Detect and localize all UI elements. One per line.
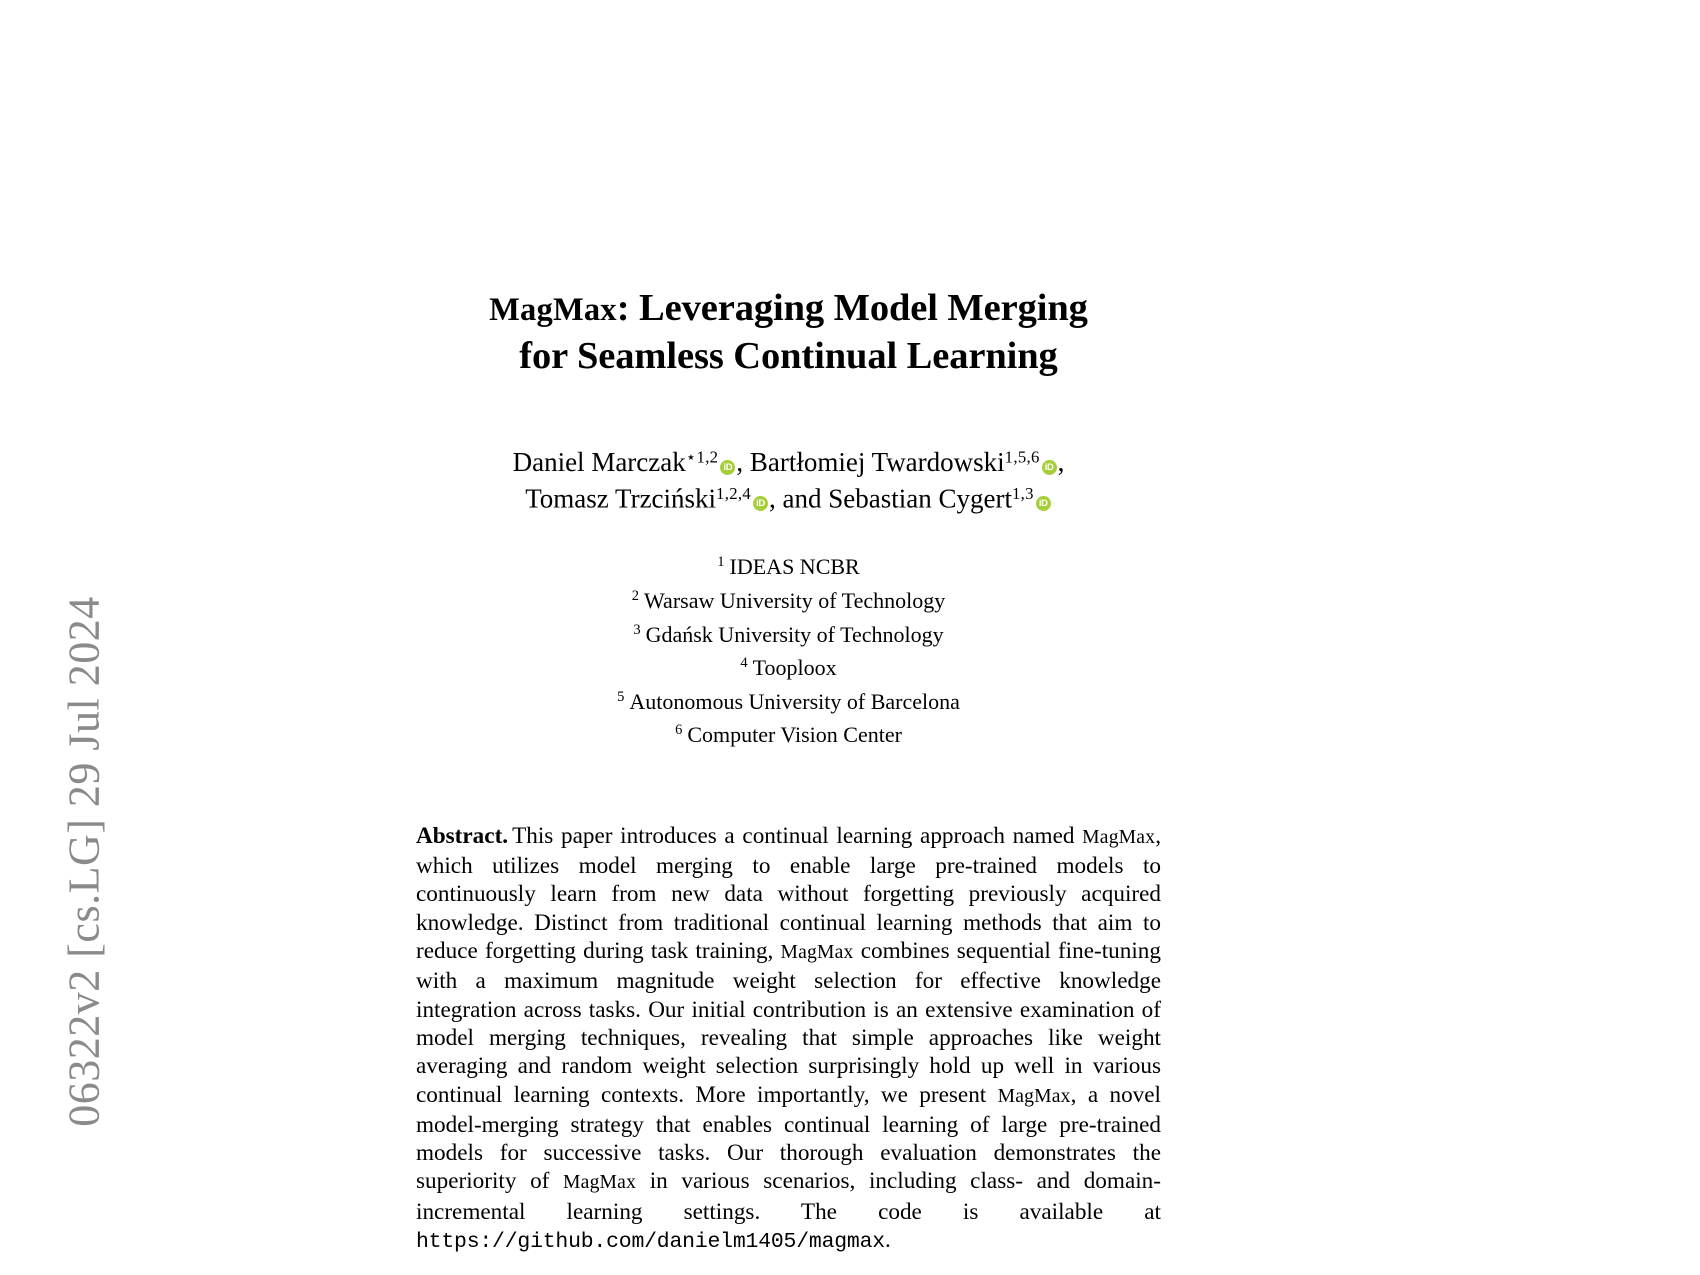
- affiliation-number: 1: [717, 554, 725, 571]
- affiliation-item: [416, 683, 1161, 717]
- affiliation-item: [416, 649, 1161, 683]
- abstract-text-part-1: This paper introduces a continual learning approach named: [512, 822, 1083, 849]
- orcid-icon[interactable]: iD: [753, 496, 768, 511]
- abstract-text-part-4: , a novel model-merging strategy that enables continual learning of large pre-trained models for successive tasks. Our thorough evaluation demonstrates the superiority of: [416, 1081, 1161, 1195]
- affiliation-item: [416, 582, 1161, 616]
- affiliation-name: Warsaw University of Technology: [644, 587, 946, 613]
- title-line1-rest: : Leveraging Model Merging: [616, 287, 1088, 329]
- author-line-1: [513, 447, 1065, 477]
- affiliation-name: Gdańsk University of Technology: [645, 621, 944, 647]
- author-separator-2: ,: [1057, 446, 1065, 477]
- affiliation-name: Computer Vision Center: [687, 722, 902, 748]
- affiliation-number: 3: [633, 621, 641, 638]
- affiliation-number: 6: [675, 722, 683, 739]
- arxiv-identifier-stamp: 06322v2 [cs.LG] 29 Jul 2024: [59, 596, 109, 1127]
- orcid-icon[interactable]: iD: [1036, 496, 1051, 511]
- abstract-code-url[interactable]: https://github.com/danielm1405/magmax: [416, 1230, 885, 1255]
- affiliation-item: [416, 548, 1161, 582]
- author-list: [416, 379, 1161, 514]
- author-name-trzcinski: Tomasz Trzciński: [525, 483, 717, 514]
- author-separator-1: ,: [736, 446, 750, 477]
- affiliation-number: 2: [631, 587, 640, 604]
- title-brand-name: MagMax: [489, 292, 617, 328]
- author-affil-marks-trzcinski: 1,2,4: [716, 483, 752, 503]
- affiliation-name: IDEAS NCBR: [729, 554, 860, 580]
- abstract-brand-name: MagMax: [1082, 826, 1156, 848]
- paper-content-column: [416, 0, 1161, 1256]
- affiliation-item: [416, 616, 1161, 650]
- title-line2: for Seamless Continual Learning: [519, 335, 1058, 377]
- author-affil-marks-twardowski: 1,5,6: [1004, 447, 1040, 466]
- affiliation-list: [416, 514, 1161, 749]
- abstract-brand-name: MagMax: [780, 942, 854, 964]
- author-name-cygert: Sebastian Cygert: [828, 483, 1012, 514]
- affiliation-name: Tooploox: [752, 655, 837, 681]
- affiliation-number: 5: [617, 688, 625, 705]
- abstract-brand-name: MagMax: [563, 1172, 637, 1194]
- author-line-2: [416, 478, 1161, 515]
- page-title: [416, 0, 1161, 379]
- abstract-heading: Abstract.: [416, 822, 509, 849]
- author-name-marczak: Daniel Marczak: [512, 446, 686, 477]
- affiliation-item: [416, 716, 1161, 750]
- author-name-twardowski: Bartłomiej Twardowski: [749, 446, 1005, 477]
- author-separator-3: , and: [769, 483, 829, 514]
- abstract-section: [416, 750, 1161, 1256]
- abstract-text-part-5: in various scenarios, including class- and domain-incremental learning settings. The code is available at: [416, 1168, 1161, 1225]
- affiliation-number: 4: [740, 655, 748, 672]
- abstract-text-part-3: combines sequential fine-tuning with a maximum magnitude weight selection for effective knowledge integration across tasks. Our initial contribution is an extensive examination of model merging techniques, revealing that simple approaches like weight averaging and random weight selection surprisingly hold up well in various continual learning contexts. More importantly, we present: [416, 938, 1161, 1108]
- orcid-icon[interactable]: iD: [1042, 460, 1057, 475]
- author-affil-marks-cygert: 1,3: [1011, 483, 1034, 503]
- orcid-icon[interactable]: iD: [720, 460, 735, 475]
- abstract-text-part-2: , which utilizes model merging to enable large pre-trained models to continuously learn from new data without forgetting previously acquired knowledge. Distinct from traditional continual learning methods that aim to reduce forgetting during task training,: [416, 822, 1161, 965]
- author-affil-marks-marczak: ⋆1,2: [685, 447, 719, 466]
- abstract-text-part-6: .: [884, 1227, 891, 1254]
- abstract-brand-name: MagMax: [997, 1085, 1071, 1107]
- affiliation-name: Autonomous University of Barcelona: [629, 688, 960, 714]
